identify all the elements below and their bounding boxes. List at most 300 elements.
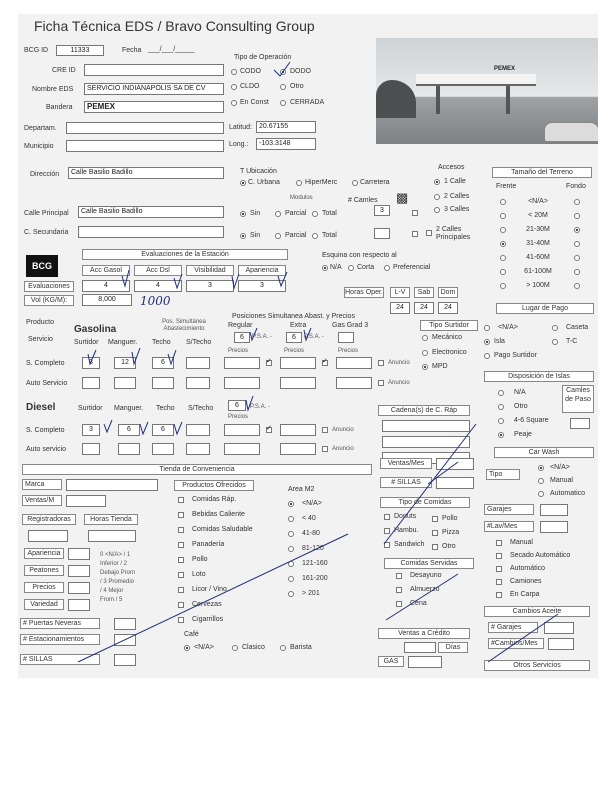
horas-tienda-label: Horas Tienda bbox=[84, 514, 138, 525]
gas-stecho-label: S/Techo bbox=[186, 339, 212, 346]
carwash-option-check[interactable] bbox=[496, 566, 502, 572]
garajes-label: Garajes bbox=[484, 504, 534, 515]
radio-cafe-na[interactable] bbox=[184, 645, 190, 651]
ventas-cred-title: Ventas a Crédito bbox=[378, 628, 470, 639]
extra-psa-field[interactable]: 6 bbox=[286, 332, 302, 343]
radio-fondo-2[interactable] bbox=[574, 227, 580, 233]
radio-esquina-pref[interactable] bbox=[384, 265, 390, 271]
calle-total-label: Total bbox=[322, 210, 337, 217]
pizza-label: Pizza bbox=[442, 529, 460, 536]
peatones-field[interactable] bbox=[68, 565, 90, 577]
diesel-stecho-label: S/Techo bbox=[188, 405, 214, 412]
dia-header: L-V bbox=[390, 287, 410, 298]
ventas-mes-label: Ventas/Mes bbox=[380, 458, 432, 469]
registradoras-label: Registradoras bbox=[22, 514, 76, 525]
cre-field[interactable] bbox=[84, 64, 224, 76]
radio-islas-peaje[interactable] bbox=[498, 432, 504, 438]
cafe-clasico-label: Clasico bbox=[242, 644, 265, 651]
cena-check[interactable] bbox=[396, 601, 402, 607]
radio-frente-5[interactable] bbox=[500, 269, 506, 275]
canopy-column-left bbox=[436, 86, 440, 114]
fondo-label: Fondo bbox=[566, 183, 586, 190]
ventasm-field[interactable] bbox=[66, 495, 106, 507]
dodo-label: DODO bbox=[290, 68, 311, 75]
scale-item: / 3 Promedio bbox=[100, 579, 135, 585]
ext-anuncio-check[interactable] bbox=[322, 360, 328, 366]
estac-label: # Estacionamientos bbox=[20, 634, 100, 645]
calle-parcial-label: Parcial bbox=[285, 210, 307, 217]
1-calle-label: 1 Calle bbox=[444, 178, 466, 185]
vol-field[interactable]: 8,000 bbox=[82, 294, 132, 306]
eval-col-header: Acc Dsl bbox=[134, 265, 182, 276]
radio-cerrada[interactable] bbox=[280, 100, 286, 106]
diesel-label: Diesel bbox=[26, 402, 56, 413]
diesel-as-anuncio-label: Anuncio bbox=[332, 446, 354, 452]
producto-label: Cigarrillos bbox=[192, 616, 224, 623]
diesel-as-manguer[interactable] bbox=[118, 443, 140, 455]
producto-check[interactable] bbox=[178, 557, 184, 563]
diesel-stecho-field[interactable] bbox=[186, 424, 210, 436]
camles-paso-field[interactable] bbox=[570, 418, 590, 429]
2-calles-label: 2 Calles bbox=[444, 193, 470, 200]
bcg-logo: BCG bbox=[26, 255, 58, 277]
radio-frente-1[interactable] bbox=[500, 213, 506, 219]
station-photo bbox=[376, 38, 598, 144]
ventas-mes-field[interactable] bbox=[436, 458, 474, 470]
diesel-precio2-field[interactable] bbox=[280, 424, 316, 436]
radio-electronico[interactable] bbox=[422, 350, 428, 356]
cadena-field-1[interactable] bbox=[382, 420, 470, 432]
carwash-na-label: <N/A> bbox=[550, 464, 570, 471]
radio-frente-3[interactable] bbox=[500, 241, 506, 247]
carwash-option-check[interactable] bbox=[496, 592, 502, 598]
horas-field[interactable]: 24 bbox=[390, 302, 410, 314]
otro-food-check[interactable] bbox=[432, 544, 438, 550]
cambios-garajes-label: # Garajes bbox=[488, 622, 538, 633]
regular-psa-label: P.S.A. - bbox=[252, 334, 272, 340]
area-label: 81-120 bbox=[302, 545, 324, 552]
radio-hipermerc[interactable] bbox=[296, 180, 302, 186]
carwash-auto-label: Automatico bbox=[550, 490, 586, 497]
radio-codo[interactable] bbox=[231, 69, 237, 75]
gg-precios-label: Precios bbox=[338, 348, 359, 354]
cafe-barista-label: Barista bbox=[290, 644, 312, 651]
2-calles-principales-check[interactable] bbox=[426, 230, 432, 236]
pizza-check[interactable] bbox=[432, 530, 438, 536]
producto-check[interactable] bbox=[178, 497, 184, 503]
diesel-psa-field[interactable]: 6 bbox=[228, 400, 246, 411]
csec-field[interactable] bbox=[78, 226, 224, 238]
mpd-label: MPD bbox=[432, 363, 448, 370]
dir-label: Dirección bbox=[30, 171, 60, 178]
radio-caseta[interactable] bbox=[552, 325, 558, 331]
comidas-serv-title: Comidas Servidas bbox=[384, 558, 474, 569]
3-calles-label: 3 Calles bbox=[444, 206, 470, 213]
ubic-title: T Ubicación bbox=[240, 168, 277, 175]
apariencia-label: Apariencia bbox=[24, 548, 64, 559]
frente-label: Frente bbox=[496, 183, 517, 190]
eval-value-field[interactable]: 3 bbox=[186, 280, 234, 292]
carwash-manual-label: Manual bbox=[550, 477, 573, 484]
lugar-pago-title: Lugar de Pago bbox=[496, 303, 594, 314]
gas-manguer-label: Manguer. bbox=[108, 339, 138, 346]
producto-label: Cervezas bbox=[192, 601, 222, 608]
csec-check[interactable] bbox=[412, 231, 418, 237]
producto-check[interactable] bbox=[178, 587, 184, 593]
csec-lanes-field[interactable] bbox=[374, 228, 390, 239]
radio-fondo-3[interactable] bbox=[574, 241, 580, 247]
radio-calle-parcial[interactable] bbox=[275, 211, 281, 217]
gas-techo-label: Techo bbox=[152, 339, 171, 346]
accesos-title: Accesos bbox=[438, 164, 465, 171]
lavmes-field[interactable] bbox=[540, 521, 568, 533]
radio-esquina-na[interactable] bbox=[322, 265, 328, 271]
producto-label: Bebidas Caliente bbox=[192, 511, 245, 518]
islas-title: Disposición de Islas bbox=[484, 371, 594, 382]
fecha-field[interactable]: ___/___/_____ bbox=[148, 46, 195, 53]
producto-check[interactable] bbox=[178, 617, 184, 623]
precios-field[interactable] bbox=[68, 582, 90, 594]
diesel-surtidor-label: Surtidor bbox=[78, 405, 103, 412]
ext-precio-field[interactable] bbox=[280, 357, 316, 369]
cadena-title: Cadena(s) de C. Ráp bbox=[378, 405, 470, 416]
en-const-label: En Const bbox=[240, 99, 269, 106]
producto-check[interactable] bbox=[178, 602, 184, 608]
radio-frente-4[interactable] bbox=[500, 255, 506, 261]
cambios-mes-field[interactable] bbox=[548, 638, 574, 650]
radio-mecanico[interactable] bbox=[422, 335, 428, 341]
csec-parcial-label: Parcial bbox=[285, 232, 307, 239]
radio-area[interactable] bbox=[288, 546, 294, 552]
reg-precio-field[interactable] bbox=[224, 357, 260, 369]
horas-label: Horas Oper. bbox=[345, 289, 383, 296]
radio-mpd[interactable] bbox=[422, 364, 428, 370]
radio-calle-total[interactable] bbox=[312, 211, 318, 217]
diesel-anuncio-label: Anuncio bbox=[332, 427, 354, 433]
diesel-as-stecho[interactable] bbox=[186, 443, 210, 455]
terreno-title: Tamaño del Terreno bbox=[492, 167, 592, 178]
radio-area[interactable] bbox=[288, 531, 294, 537]
gas-scompleto-label: S. Completo bbox=[26, 360, 65, 367]
gas-as-ext[interactable] bbox=[280, 377, 316, 389]
carretera-label: Carretera bbox=[360, 179, 390, 186]
gas-as-surtidor[interactable] bbox=[82, 377, 100, 389]
longitud-field[interactable]: -103.3148 bbox=[256, 138, 316, 150]
diesel-as-surtidor[interactable] bbox=[82, 443, 100, 455]
scale-item: From / 5 bbox=[100, 597, 123, 603]
cafe-na-label: <N/A> bbox=[194, 644, 214, 651]
donuts-check[interactable] bbox=[384, 514, 390, 520]
nombre-label: Nombre EDS bbox=[32, 86, 74, 93]
extra-psa-label: P.S.A. - bbox=[304, 334, 324, 340]
area-label: < 40 bbox=[302, 515, 316, 522]
cldo-label: CLDO bbox=[240, 83, 260, 90]
fecha-label: Fecha bbox=[122, 47, 142, 54]
neveras-field[interactable] bbox=[114, 618, 136, 630]
desayuno-label: Desayuno bbox=[410, 572, 442, 579]
radio-en-const[interactable] bbox=[231, 100, 237, 106]
terreno-row-label: 21-30M bbox=[526, 226, 550, 233]
gg-precio-field[interactable] bbox=[336, 357, 372, 369]
depart-label: Departam. bbox=[24, 125, 57, 132]
eval-col-header: Visibilidad bbox=[186, 265, 234, 276]
diesel-as-precio2[interactable] bbox=[280, 443, 316, 455]
area-label: 161-200 bbox=[302, 575, 328, 582]
radio-fondo-4[interactable] bbox=[574, 255, 580, 261]
otro-label: Otro bbox=[290, 83, 304, 90]
diesel-manguer-label: Manguer. bbox=[114, 405, 144, 412]
nombre-field[interactable]: SERVICIO INDIANAPOLIS SA DE CV bbox=[84, 83, 224, 95]
diesel-techo-field[interactable]: 6 bbox=[152, 424, 174, 436]
islas-na-label: N/A bbox=[514, 389, 526, 396]
eval-value-field[interactable]: 4 bbox=[134, 280, 182, 292]
form-title: Ficha Técnica EDS / Bravo Consulting Group bbox=[34, 18, 315, 34]
marca-label: Marca bbox=[22, 479, 62, 490]
radio-csec-parcial[interactable] bbox=[275, 233, 281, 239]
gg-anuncio-check[interactable] bbox=[378, 360, 384, 366]
producto-check[interactable] bbox=[178, 512, 184, 518]
radio-cafe-barista[interactable] bbox=[280, 645, 286, 651]
carwash-option-label: Camiones bbox=[510, 578, 542, 585]
precios-label: Precios bbox=[24, 582, 64, 593]
radio-isla[interactable] bbox=[484, 339, 490, 345]
lavmes-label: #Lav/Mes bbox=[484, 521, 534, 532]
marca-field[interactable] bbox=[66, 479, 158, 491]
radio-frente-0[interactable] bbox=[500, 199, 506, 205]
radio-calle-sin[interactable] bbox=[240, 211, 246, 217]
radio-frente-6[interactable] bbox=[500, 283, 506, 289]
eval-row-label: Evaluaciones bbox=[24, 281, 74, 292]
islas-square-label: 4-6 Square bbox=[514, 417, 549, 424]
pollo-food-check[interactable] bbox=[432, 516, 438, 522]
tipo-op-title: Tipo de Operación bbox=[234, 54, 292, 61]
radio-csec-total[interactable] bbox=[312, 233, 318, 239]
sillas-label: # SILLAS bbox=[20, 654, 100, 665]
radio-tc[interactable] bbox=[552, 339, 558, 345]
apariencia-field[interactable] bbox=[68, 548, 90, 560]
hambu-check[interactable] bbox=[384, 528, 390, 534]
radio-area[interactable] bbox=[288, 591, 294, 597]
radio-carwash-manual[interactable] bbox=[538, 478, 544, 484]
electronico-label: Electronico bbox=[432, 349, 467, 356]
radio-dodo[interactable] bbox=[280, 69, 286, 75]
eval-col-header: Acc Gasol bbox=[82, 265, 130, 276]
mecanico-label: Mecánico bbox=[432, 334, 462, 341]
esquina-pref-label: Preferencial bbox=[393, 264, 431, 271]
horas-field[interactable]: 24 bbox=[438, 302, 458, 314]
cadena-field-2[interactable] bbox=[382, 436, 470, 448]
cred-gas-field[interactable] bbox=[408, 656, 442, 668]
gasolina-label: Gasolina bbox=[74, 324, 117, 335]
almuerzo-check[interactable] bbox=[396, 587, 402, 593]
csec-label: C. Secundaria bbox=[24, 229, 69, 236]
parked-car bbox=[544, 122, 598, 142]
calle-label: Calle Principal bbox=[24, 210, 69, 217]
long-label: Long.: bbox=[229, 141, 249, 148]
horas-field[interactable]: 24 bbox=[414, 302, 434, 314]
terreno-row-label: > 100M bbox=[526, 282, 550, 289]
gas-as-techo[interactable] bbox=[152, 377, 174, 389]
radio-area[interactable] bbox=[288, 576, 294, 582]
gas-techo-field[interactable]: 6 bbox=[152, 357, 174, 369]
gas-as-manguer[interactable] bbox=[114, 377, 136, 389]
diesel-anuncio-check[interactable] bbox=[266, 427, 272, 433]
radio-3-calles[interactable] bbox=[434, 207, 440, 213]
scale-item: 0 <N/A> / 1 bbox=[100, 552, 131, 558]
producto-check[interactable] bbox=[178, 527, 184, 533]
camles-field[interactable]: 3 bbox=[374, 205, 390, 216]
cerrada-label: CERRADA bbox=[290, 99, 325, 106]
radio-cldo[interactable] bbox=[231, 84, 237, 90]
diesel-as-precio[interactable] bbox=[224, 443, 260, 455]
eval-title: Evaluaciones de la Estación bbox=[82, 249, 288, 260]
radio-cafe-clasico[interactable] bbox=[232, 645, 238, 651]
radio-carwash-na[interactable] bbox=[538, 465, 544, 471]
islas-peaje-label: Peaje bbox=[514, 431, 532, 438]
cre-label: CRE ID bbox=[52, 67, 76, 74]
bcg-id-field[interactable]: 11333 bbox=[56, 45, 104, 56]
terreno-row-label: 61-100M bbox=[524, 268, 552, 275]
calle-field[interactable]: Calle Basilio Badillo bbox=[78, 206, 224, 218]
trees bbox=[376, 80, 416, 118]
gas-surtidor-field[interactable]: 3 bbox=[82, 357, 100, 369]
gas-as-stecho[interactable] bbox=[186, 377, 210, 389]
pago-surtidor-label: Pago Surtidor bbox=[494, 352, 537, 359]
terreno-row-label: <N/A> bbox=[528, 198, 548, 205]
servicio-label: Servicio bbox=[28, 336, 53, 343]
radio-urbana[interactable] bbox=[240, 180, 246, 186]
radio-islas-square[interactable] bbox=[498, 418, 504, 424]
hand-stroke-diag3 bbox=[386, 574, 458, 620]
vol-handwriting: 1000 bbox=[140, 294, 171, 308]
dir-field[interactable]: Calle Basilio Badillo bbox=[68, 167, 224, 179]
producto-label: Comidas Saludable bbox=[192, 526, 253, 533]
radio-frente-2[interactable] bbox=[500, 227, 506, 233]
radio-area[interactable] bbox=[288, 516, 294, 522]
scale-item: / 4 Mejor bbox=[100, 588, 124, 594]
terreno-row-label: < 20M bbox=[528, 212, 548, 219]
diesel-as-anuncio-check[interactable] bbox=[322, 446, 328, 452]
carwash-option-check[interactable] bbox=[496, 579, 502, 585]
diesel-anuncio2-check[interactable] bbox=[322, 427, 328, 433]
gas-as-anuncio-check[interactable] bbox=[378, 380, 384, 386]
radio-area[interactable] bbox=[288, 561, 294, 567]
islas-otro-label: Otro bbox=[514, 403, 528, 410]
radio-carretera[interactable] bbox=[352, 180, 358, 186]
variedad-field[interactable] bbox=[68, 599, 90, 611]
radio-fondo-5[interactable] bbox=[574, 269, 580, 275]
esquina-title: Esquina con respecto al bbox=[322, 252, 397, 259]
radio-esquina-corta[interactable] bbox=[348, 265, 354, 271]
radio-islas-na[interactable] bbox=[498, 390, 504, 396]
radio-area[interactable] bbox=[288, 501, 294, 507]
form-sheet bbox=[18, 14, 598, 678]
gas-as-gg[interactable] bbox=[336, 377, 372, 389]
muni-field[interactable] bbox=[66, 140, 224, 152]
gas-anuncio-label: Anuncio bbox=[388, 360, 410, 366]
latitud-field[interactable]: 20.67155 bbox=[256, 121, 316, 133]
radio-pago-surtidor[interactable] bbox=[484, 353, 490, 359]
gasgrad-label: Gas Grad 3 bbox=[332, 322, 369, 329]
cambios-garajes-field[interactable] bbox=[544, 622, 574, 634]
carwash-option-check[interactable] bbox=[496, 540, 502, 546]
radio-2-calles[interactable] bbox=[434, 194, 440, 200]
cred-dias-label: Días bbox=[438, 642, 468, 653]
sandwich-check[interactable] bbox=[384, 542, 390, 548]
latitud-label: Latitud: bbox=[229, 124, 252, 131]
registradoras-field[interactable] bbox=[28, 530, 68, 542]
reg-anuncio-check[interactable] bbox=[266, 360, 272, 366]
producto-label: Loto bbox=[192, 571, 206, 578]
estac-field[interactable] bbox=[114, 634, 136, 646]
horas-tienda-field[interactable] bbox=[88, 530, 136, 542]
eval-col-header: Apariencia bbox=[238, 265, 286, 276]
traffic-light-icon: ▩ bbox=[396, 190, 409, 205]
producto-check[interactable] bbox=[178, 542, 184, 548]
sillas-field[interactable] bbox=[114, 654, 136, 666]
neveras-label: # Puertas Neveras bbox=[20, 618, 100, 629]
eval-value-field[interactable]: 3 bbox=[238, 280, 286, 292]
regular-psa-field[interactable]: 6 bbox=[234, 332, 250, 343]
otro-food-label: Otro bbox=[442, 543, 456, 550]
ventasm-label: Ventas/M bbox=[22, 495, 62, 506]
pollo-food-label: Pollo bbox=[442, 515, 458, 522]
radio-fondo-6[interactable] bbox=[574, 283, 580, 289]
bandera-field[interactable]: PEMEX bbox=[84, 101, 224, 113]
carwash-option-check[interactable] bbox=[496, 553, 502, 559]
diesel-manguer-field[interactable]: 6 bbox=[118, 424, 140, 436]
producto-check[interactable] bbox=[178, 572, 184, 578]
dia-header: Dom bbox=[438, 287, 458, 298]
radio-islas-otro[interactable] bbox=[498, 404, 504, 410]
gas-autoserv-label: Auto Servicio bbox=[26, 380, 68, 387]
area-label: 41-80 bbox=[302, 530, 320, 537]
desayuno-check[interactable] bbox=[396, 573, 402, 579]
carwash-option-label: Manual bbox=[510, 539, 533, 546]
producto-label: Producto bbox=[26, 319, 55, 326]
diesel-surtidor-field[interactable]: 3 bbox=[82, 424, 100, 436]
gas-as-reg[interactable] bbox=[224, 377, 260, 389]
cred-dias-value[interactable] bbox=[404, 642, 436, 653]
dia-header: Sab bbox=[414, 287, 434, 298]
gas-manguer-field[interactable]: 12 bbox=[114, 357, 136, 369]
diesel-as-techo[interactable] bbox=[152, 443, 174, 455]
depart-field[interactable] bbox=[66, 122, 224, 134]
food-sillas-field[interactable] bbox=[436, 477, 474, 489]
canopy bbox=[416, 74, 536, 86]
radio-fondo-0[interactable] bbox=[574, 199, 580, 205]
radio-csec-sin[interactable] bbox=[240, 233, 246, 239]
canopy-column-right bbox=[506, 86, 510, 114]
gasgrad-psa-field[interactable] bbox=[338, 332, 354, 343]
tienda-title: Tienda de Conveniencia bbox=[22, 464, 372, 475]
muni-label: Municipio bbox=[24, 143, 54, 150]
garajes-field[interactable] bbox=[540, 504, 568, 516]
radio-otro[interactable] bbox=[280, 84, 286, 90]
eval-value-field[interactable]: 4 bbox=[82, 280, 130, 292]
radio-fondo-1[interactable] bbox=[574, 213, 580, 219]
radio-carwash-auto[interactable] bbox=[538, 491, 544, 497]
radio-1-calle[interactable] bbox=[434, 179, 440, 185]
almuerzo-label: Almuerzo bbox=[410, 586, 440, 593]
carwash-option-label: Secado Automático bbox=[510, 552, 571, 559]
donuts-label: Donuts bbox=[394, 513, 417, 520]
calle-check[interactable] bbox=[412, 210, 418, 216]
gas-stecho-field[interactable] bbox=[186, 357, 210, 369]
radio-pago-na[interactable] bbox=[484, 325, 490, 331]
csec-sin-label: Sin bbox=[250, 232, 261, 239]
diesel-precio-field[interactable] bbox=[224, 424, 260, 436]
